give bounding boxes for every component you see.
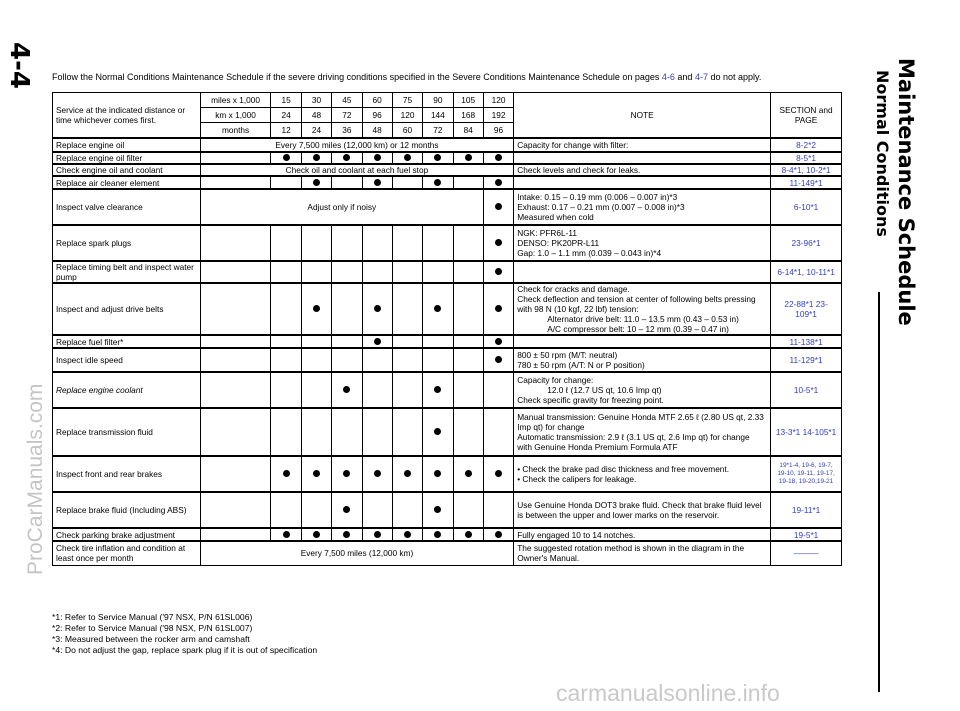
service-note: Use Genuine Honda DOT3 brake fluid. Check that brake fluid level is between the upper and lower marks on the reservoir. [514,492,771,528]
service-dot [283,470,290,477]
service-interval: Every 7,500 miles (12,000 km) or 12 months [200,138,514,152]
service-note: NGK: PFR6L-11 DENSO: PK20PR-L11 Gap: 1.0 – 1.1 mm (0.039 – 0.043 in)*4 [514,225,771,261]
page-link-4-7[interactable]: 4-7 [694,72,708,82]
service-dot [465,154,472,161]
section-page-ref[interactable]: 11-138*1 [771,335,842,348]
service-item: Replace air cleaner element [53,176,201,189]
service-dot [343,386,350,393]
table-row [53,408,842,456]
service-item: Check parking brake adjustment [53,528,201,541]
section-page-ref[interactable]: 11-129*1 [771,348,842,372]
service-dot [404,470,411,477]
section-page-ref[interactable]: 6-10*1 [771,189,842,225]
service-item: Replace transmission fluid [53,408,201,456]
service-dot [283,154,290,161]
service-dot [434,506,441,513]
service-header: Service at the indicated distance or time whichever comes first. [53,93,201,139]
service-note: Intake: 0.15 – 0.19 mm (0.006 – 0.007 in)*3 Exhaust: 0.17 – 0.21 mm (0.007 – 0.008 in)*3 Measured when cold [514,189,771,225]
section-page-ref[interactable]: ——— [771,541,842,565]
km-label: km x 1,000 [200,108,271,123]
footnote: *4: Do not adjust the gap, replace spark plug if it is out of specification [52,645,318,655]
table-row [53,189,842,225]
service-note [514,176,771,189]
section-page-ref[interactable]: 6-14*1, 10-11*1 [771,261,842,283]
watermark-bottom: carmanualsonline.info [556,680,780,706]
table-row [53,541,842,565]
service-dot [434,154,441,161]
service-dot [495,531,502,538]
service-note: Manual transmission: Genuine Honda MTF 2.65 ℓ (2.80 US qt, 2.33 Imp qt) for change Automatic transmission: 2.9 ℓ (3.1 US qt, 2.6 Imp qt) for change with Genuine Honda Premium Formula ATF [514,408,771,456]
service-item: Replace engine oil [53,138,201,152]
service-dot [343,154,350,161]
table-row [53,138,842,152]
section-page-ref[interactable]: 19*1-4, 19-6, 19-7, 19-10, 19-11, 19-17, 19-18, 19-20,19-21 [771,456,842,492]
service-item: Inspect front and rear brakes [53,456,201,492]
service-item: Replace spark plugs [53,225,201,261]
service-dot [404,154,411,161]
service-interval: Check oil and coolant at each fuel stop [200,164,514,176]
service-dot [283,531,290,538]
page-number: 4-4 [4,42,34,89]
service-note: Capacity for change: 12.0 ℓ (12.7 US qt, 10.6 Imp qt) Check specific gravity for freezing point. [514,372,771,408]
note-header: NOTE [514,93,771,139]
section-header: SECTION and PAGE [771,93,842,139]
service-item: Inspect valve clearance [53,189,201,225]
service-note: Check for cracks and damage. Check deflection and tension at center of following belts pressing with 98 N (10 kgf, 22 lbf) tension: Alternator drive belt: 11.0 – 13.5 mm (0.43 – 0.53 in) A/C compressor belt: 10 – 12 mm (0.39 – 0.47 in) [514,283,771,335]
service-note [514,261,771,283]
service-dot [343,470,350,477]
service-dot [374,179,381,186]
section-page-ref[interactable]: 23-96*1 [771,225,842,261]
service-item: Inspect and adjust drive belts [53,283,201,335]
service-item: Replace brake fluid (Including ABS) [53,492,201,528]
service-note: The suggested rotation method is shown in the diagram in the Owner's Manual. [514,541,771,565]
service-dot [434,531,441,538]
service-dot [434,386,441,393]
service-dot [374,531,381,538]
service-dot [313,470,320,477]
section-page-ref[interactable]: 10-5*1 [771,372,842,408]
service-dot [343,506,350,513]
section-page-ref[interactable]: 8-2*2 [771,138,842,152]
miles-label: miles x 1,000 [200,93,271,108]
section-page-ref[interactable]: 19-5*1 [771,528,842,541]
table-row [53,456,842,492]
table-row [53,283,842,335]
service-dot [495,356,502,363]
service-dot [495,179,502,186]
service-item: Replace timing belt and inspect water pump [53,261,201,283]
service-note [514,152,771,164]
service-item: Check tire inflation and condition at least once per month [53,541,201,565]
section-subtitle: Normal Conditions [873,70,892,237]
service-note: 800 ± 50 rpm (M/T: neutral) 780 ± 50 rpm (A/T: N or P position) [514,348,771,372]
service-dot [434,470,441,477]
side-title-block [868,0,920,711]
table-row [53,492,842,528]
footnote: *3: Measured between the rocker arm and camshaft [52,634,250,644]
service-dot [495,203,502,210]
service-dot [374,338,381,345]
service-item: Inspect idle speed [53,348,201,372]
service-dot [434,428,441,435]
service-dot [374,470,381,477]
footnote: *2: Refer to Service Manual ('98 NSX, P/N 61SL007) [52,623,253,633]
service-dot [343,531,350,538]
service-item: Replace engine coolant [53,372,201,408]
service-dot [313,179,320,186]
service-dot [404,531,411,538]
footnotes [52,612,317,656]
service-dot [313,154,320,161]
service-note: Capacity for change with filter: [514,138,771,152]
service-note: Fully engaged 10 to 14 notches. [514,528,771,541]
intro-text: Follow the Normal Conditions Maintenance Schedule if the severe driving conditions specified in the Severe Conditions Maintenance Schedule on pages 4-6 and 4-7 do not apply. [52,72,762,82]
header-row-miles: Service at the indicated distance or time whichever comes first. miles x 1,000 15 30 45 60 75 90 105 120 NOTE SECTION and PAGE [53,93,842,108]
footnote: *1: Refer to Service Manual ('97 NSX, P/N 61SL006) [52,612,253,622]
table-row [53,225,842,261]
service-item: Replace fuel filter* [53,335,201,348]
service-item: Replace engine oil filter [53,152,201,164]
service-item: Check engine oil and coolant [53,164,201,176]
table-row [53,261,842,283]
service-dot [495,154,502,161]
service-dot [465,531,472,538]
table-row [53,176,842,189]
section-page-ref[interactable]: 8-5*1 [771,152,842,164]
service-interval: Every 7,500 miles (12,000 km) [200,541,514,565]
service-note: • Check the brake pad disc thickness and free movement. • Check the calipers for leakage. [514,456,771,492]
table-row [53,152,842,164]
service-dot [313,305,320,312]
table-row [53,528,842,541]
table-row [53,348,842,372]
table-row [53,372,842,408]
table-row [53,164,842,176]
page-link-4-6[interactable]: 4-6 [661,72,675,82]
header-row-months: months 12 24 36 48 60 72 84 96 [53,123,842,139]
service-dot [374,305,381,312]
section-page-ref[interactable]: 8-4*1, 10-2*1 [771,164,842,176]
maintenance-schedule-table [52,92,842,566]
table-row [53,335,842,348]
service-dot [313,531,320,538]
months-label: months [200,123,271,139]
service-dot [495,239,502,246]
service-dot [434,179,441,186]
service-note: Check levels and check for leaks. [514,164,771,176]
service-note [514,335,771,348]
header-row-km: km x 1,000 24 48 72 96 120 144 168 192 [53,108,842,123]
service-dot [495,268,502,275]
service-dot [495,338,502,345]
service-dot [374,154,381,161]
service-dot [465,470,472,477]
watermark-left: ProCarManuals.com [24,383,47,575]
section-page-ref[interactable]: 11-149*1 [771,176,842,189]
service-dot [495,470,502,477]
section-page-ref[interactable]: 19-11*1 [771,492,842,528]
service-dot [434,305,441,312]
service-interval: Adjust only if noisy [200,189,483,225]
section-page-ref[interactable]: 22-88*1 23-109*1 [771,283,842,335]
section-page-ref[interactable]: 13-3*1 14-105*1 [771,408,842,456]
section-title: Maintenance Schedule [894,58,918,326]
service-dot [495,305,502,312]
side-rule [878,292,880,692]
